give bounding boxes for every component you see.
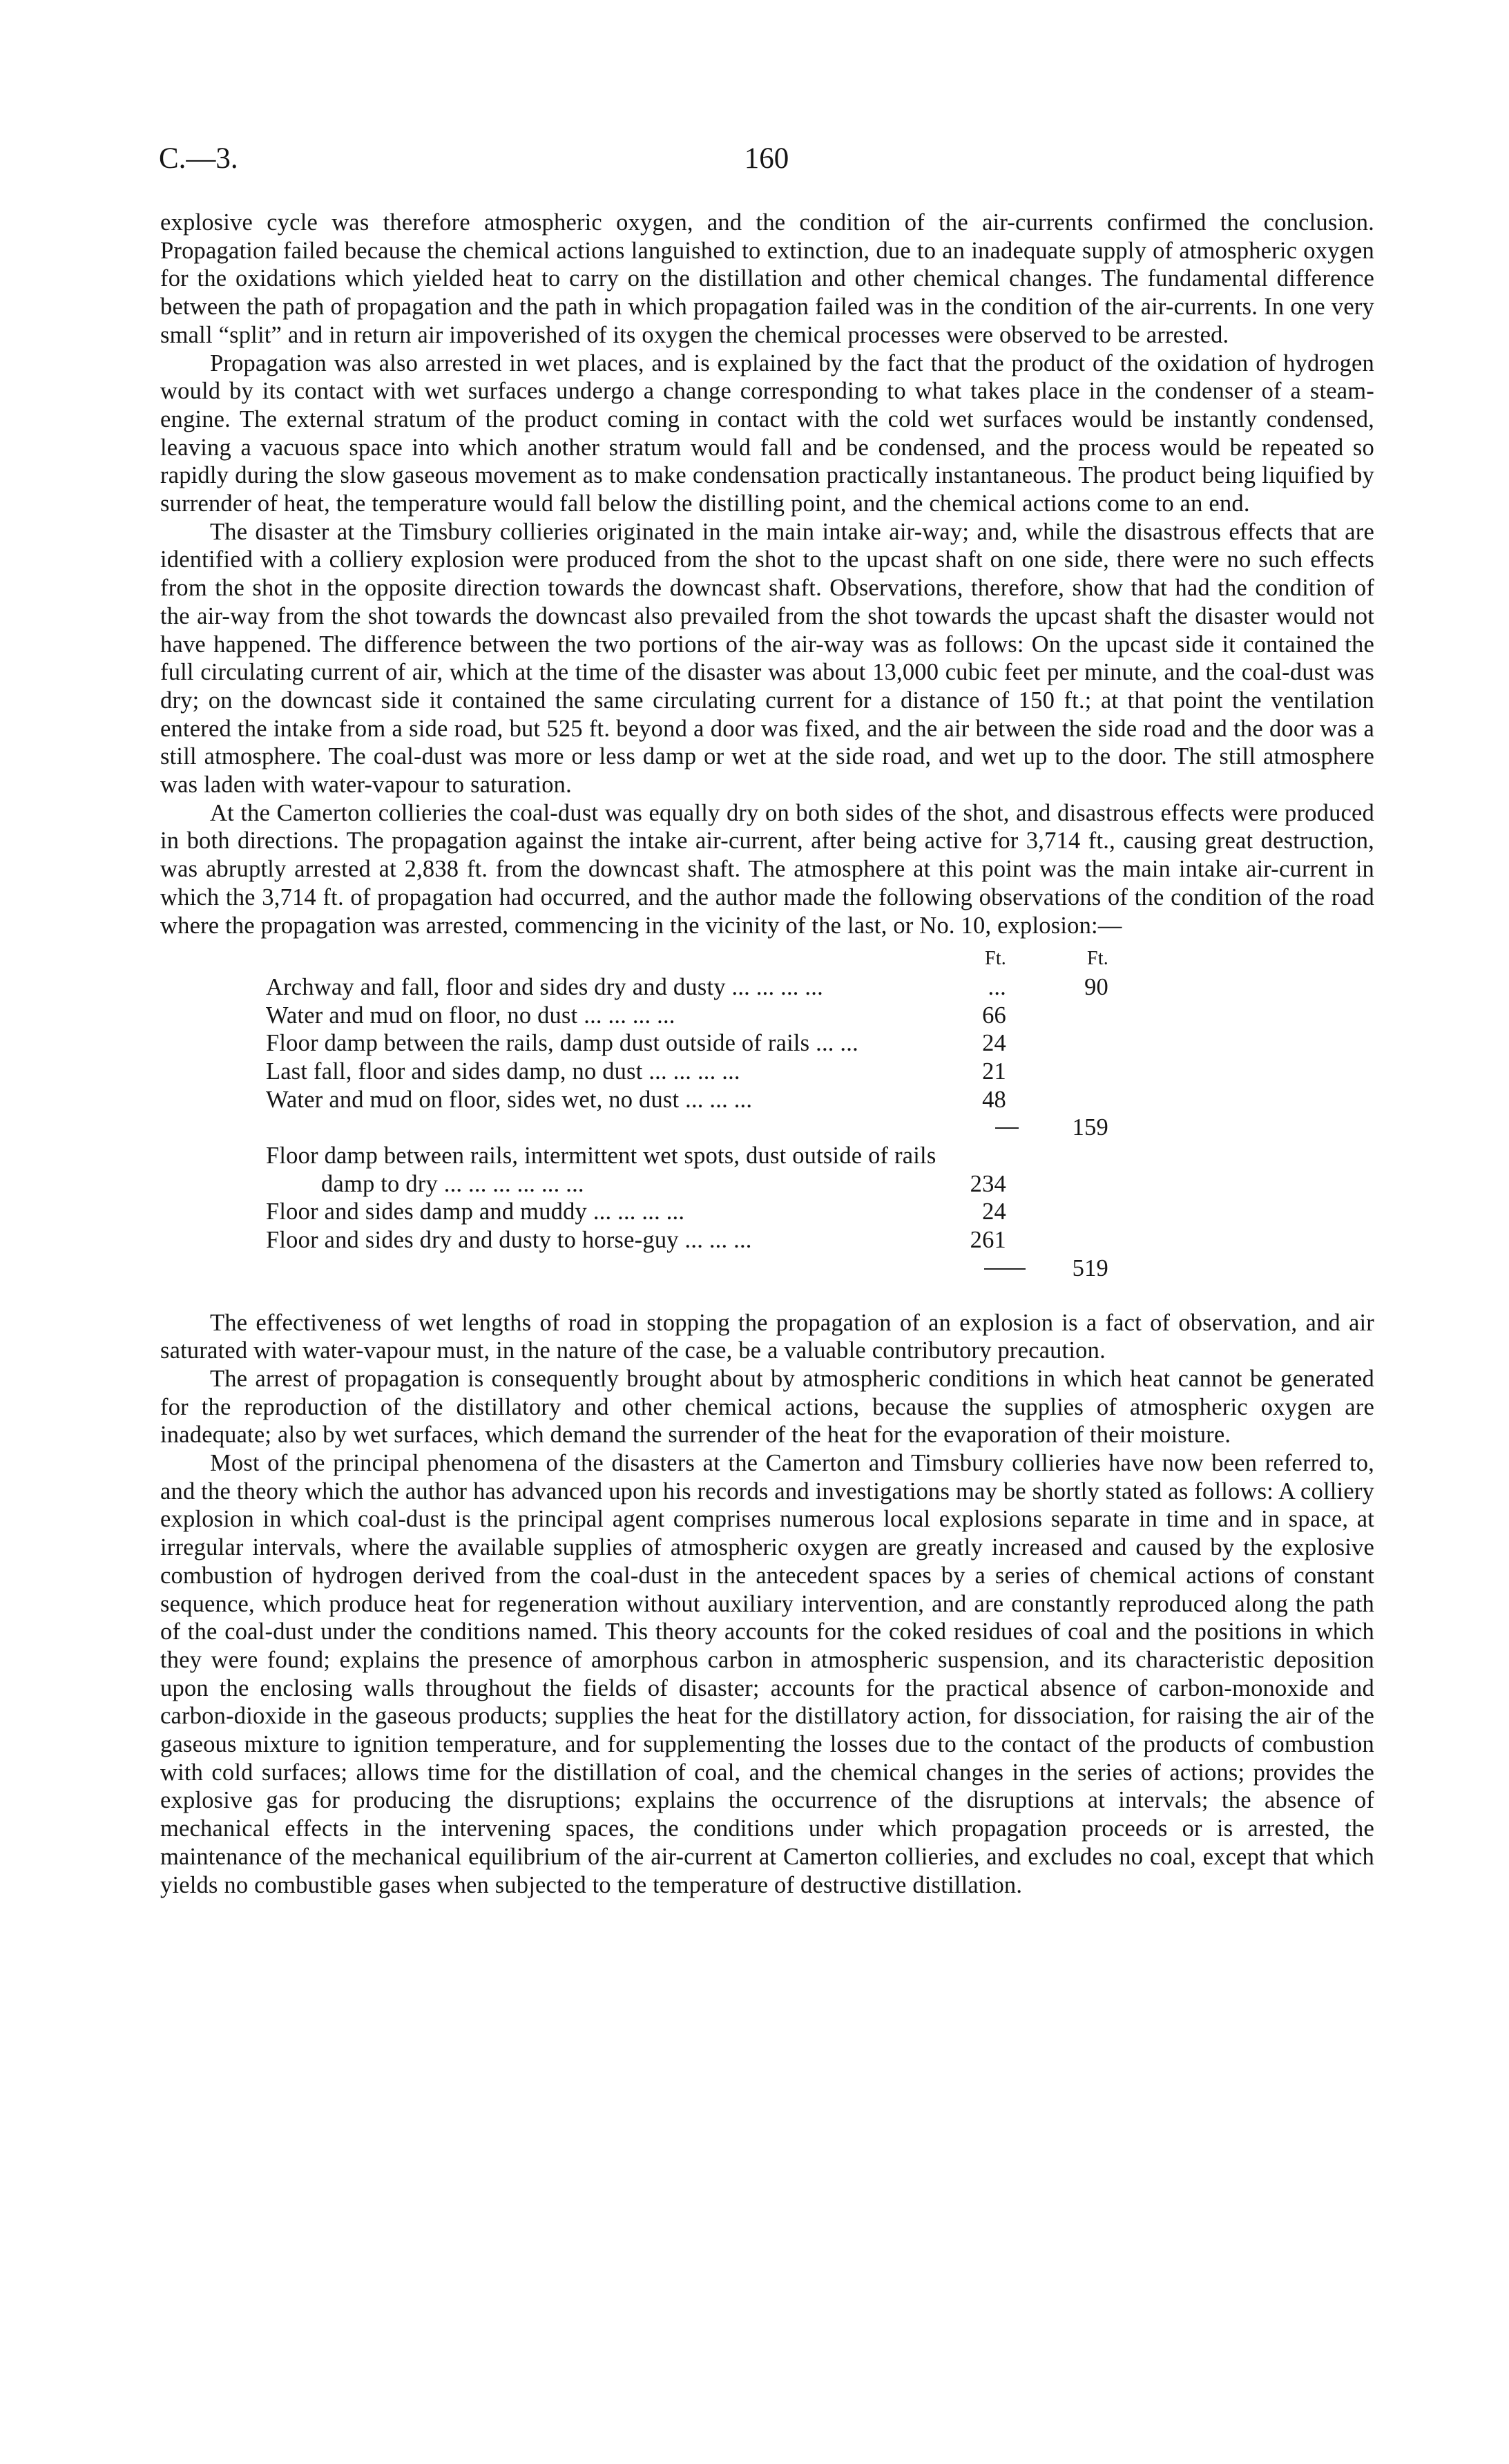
paragraph: The arrest of propagation is consequently brought about by atmospheric conditions in which heat cannot be generated for the reproduction of the distillatory and other chemical actions, because the supplies of atmospheric oxygen are inadequate; also by wet surfaces, which demand the surrender of the heat for the evaporation of their moisture. — [160, 1365, 1374, 1449]
table-row — [266, 1142, 1164, 1170]
paragraph: The disaster at the Timsbury collieries originated in the main intake air-way; and, while the disastrous effects that are identified with a colliery explosion were produced from the shot to the upcast shaft on one side, there were no such effects from the shot in the opposite direction towards the downcast shaft. Observations, therefore, show that had the condition of the air-way from the shot towards the downcast also prevailed from the shot towards the upcast shaft the disaster would not have happened. The difference between the two portions of the air-way was as follows: On the upcast side it contained the full circulating current of air, which at the time of the disaster was about 13,000 cubic feet per minute, and the coal-dust was dry; on the downcast side it contained the same circulating current for a distance of 150 ft.; at that point the ventilation entered the intake from a side road, but 525 ft. beyond a door was fixed, and the air between the side road and the door was a still atmosphere. The coal-dust was more or less damp or wet at the side road, and wet up to the door. The still atmosphere was laden with water-vapour to saturation. — [160, 518, 1374, 799]
subtotal-rule — [995, 1127, 1019, 1129]
page-body — [160, 209, 1374, 1899]
table-row — [266, 1058, 1164, 1086]
row-value: 21 — [982, 1058, 1006, 1085]
row-value: ... — [988, 973, 1006, 1000]
subtotal-rule — [984, 1268, 1026, 1270]
row-label: Floor and sides dry and dusty to horse-guy ... ... ... — [266, 1227, 752, 1254]
paragraph: Propagation was also arrested in wet places, and is explained by the fact that the product of the oxidation of hydrogen would by its contact with wet surfaces undergo a change corresponding to what takes place in the condenser of a steam-engine. The external stratum of the product coming in contact with the cold wet surfaces would be instantly condensed, leaving a vacuous space into which another stratum would fall and be condensed, and the process would be repeated so rapidly during the slow gaseous movement as to make condensation practically instantaneous. The product being liquified by surrender of heat, the temperature would fall below the distilling point, and the chemical actions come to an end. — [160, 350, 1374, 517]
paragraph: Most of the principal phenomena of the disasters at the Camerton and Timsbury collieries have now been referred to, and the theory which the author has advanced upon his records and investigations may be shortly stated as follows: A colliery explosion in which coal-dust is the principal agent comprises numerous local explosions separate in time and in space, at irregular intervals, where the available supplies of atmospheric oxygen are greatly increased and caused by the explosive combustion of hydrogen derived from the coal-dust in the antecedent spaces by a series of chemical actions of constant sequence, which produce heat for regeneration without auxiliary intervention, and are constantly reproduced along the path of the coal-dust under the conditions named. This theory accounts for the coked residues of coal and the positions in which they were found; explains the presence of amorphous carbon in atmospheric suspension, and its characteristic deposition upon the enclosing walls throughout the fields of disaster; accounts for the practical absence of carbon-monoxide and carbon-dioxide in the gaseous products; supplies the heat for the distillatory action, for dissociation, for raising the air of the gaseous mixture to ignition temperature, and for supplementing the losses due to the contact of the products of combustion with cold surfaces; allows time for the distillation of coal, and the chemical changes in the series of actions; provides the explosive gas for producing the disruptions; explains the occurrence of the disruptions at intervals; the absence of mechanical effects in the intervening spaces, the conditions under which propagation proceeds or is arrested, the maintenance of the mechanical equilibrium of the air-current at Camerton collieries, and excludes no coal, except that which yields no combustible gases when subjected to the temperature of destructive distillation. — [160, 1450, 1374, 1898]
subtotal-value: 519 — [1072, 1254, 1108, 1281]
row-label: Floor damp between rails, intermittent wet spots, dust outside of rails — [266, 1143, 936, 1169]
document-reference: C.—3. — [159, 142, 238, 175]
subtotal-row — [266, 1254, 1164, 1283]
row-total: 90 — [1084, 973, 1108, 1000]
table-row — [266, 1086, 1164, 1114]
row-value: 48 — [982, 1086, 1006, 1113]
column-header: Ft. — [1087, 948, 1108, 970]
table-row — [266, 1226, 1164, 1254]
table-row — [266, 973, 1164, 1002]
row-value: 261 — [970, 1227, 1006, 1254]
table-header-row — [266, 945, 1164, 973]
paragraph: explosive cycle was therefore atmospheric oxygen, and the condition of the air-currents confirmed the conclusion. Propagation failed because the chemical actions languished to extinction, due to an inadequate supply of atmospheric oxygen for the oxidations which yielded heat to carry on the distillation and other chemical changes. The fundamental difference between the path of propagation and the path in which propagation failed was in the condition of the air-currents. In one very small “split” and in return air impoverished of its oxygen the chemical processes were observed to be arrested. — [160, 209, 1374, 348]
row-label: Floor and sides damp and muddy ... ... ... ... — [266, 1198, 685, 1225]
observations-table — [266, 945, 1164, 1282]
page-header — [159, 142, 1374, 183]
row-value: 66 — [982, 1002, 1006, 1029]
table-row — [266, 1170, 1164, 1198]
paragraph: The effectiveness of wet lengths of road in stopping the propagation of an explosion is a fact of observation, and air saturated with water-vapour must, in the nature of the case, be a valuable contributory precaution. — [160, 1309, 1374, 1364]
row-value: 24 — [982, 1198, 1006, 1225]
row-label: Last fall, floor and sides damp, no dust ... ... ... ... — [266, 1058, 740, 1085]
subtotal-row — [266, 1114, 1164, 1142]
page-number: 160 — [744, 142, 789, 175]
row-value: 24 — [982, 1030, 1006, 1057]
table-row — [266, 1029, 1164, 1058]
row-label: damp to dry ... ... ... ... ... ... — [321, 1170, 584, 1197]
row-value: 234 — [970, 1170, 1006, 1197]
table-row — [266, 1198, 1164, 1226]
column-header: Ft. — [985, 948, 1006, 970]
table-row — [266, 1002, 1164, 1030]
subtotal-value: 159 — [1072, 1114, 1108, 1141]
paragraph: At the Camerton collieries the coal-dust was equally dry on both sides of the shot, and disastrous effects were produced in both directions. The propagation against the intake air-current, after being active for 3,714 ft., causing great destruction, was abruptly arrested at 2,838 ft. from the downcast shaft. The atmosphere at this point was the main intake air-current in which the 3,714 ft. of propagation had occurred, and the author made the following observations of the condition of the road where the propagation was arrested, commencing in the vicinity of the last, or No. 10, explosion:— — [160, 799, 1374, 939]
row-label: Archway and fall, floor and sides dry and dusty ... ... ... ... — [266, 973, 823, 1000]
row-label: Floor damp between the rails, damp dust outside of rails ... ... — [266, 1030, 858, 1057]
row-label: Water and mud on floor, no dust ... ... ... ... — [266, 1002, 675, 1029]
row-label: Water and mud on floor, sides wet, no dust ... ... ... — [266, 1086, 753, 1113]
